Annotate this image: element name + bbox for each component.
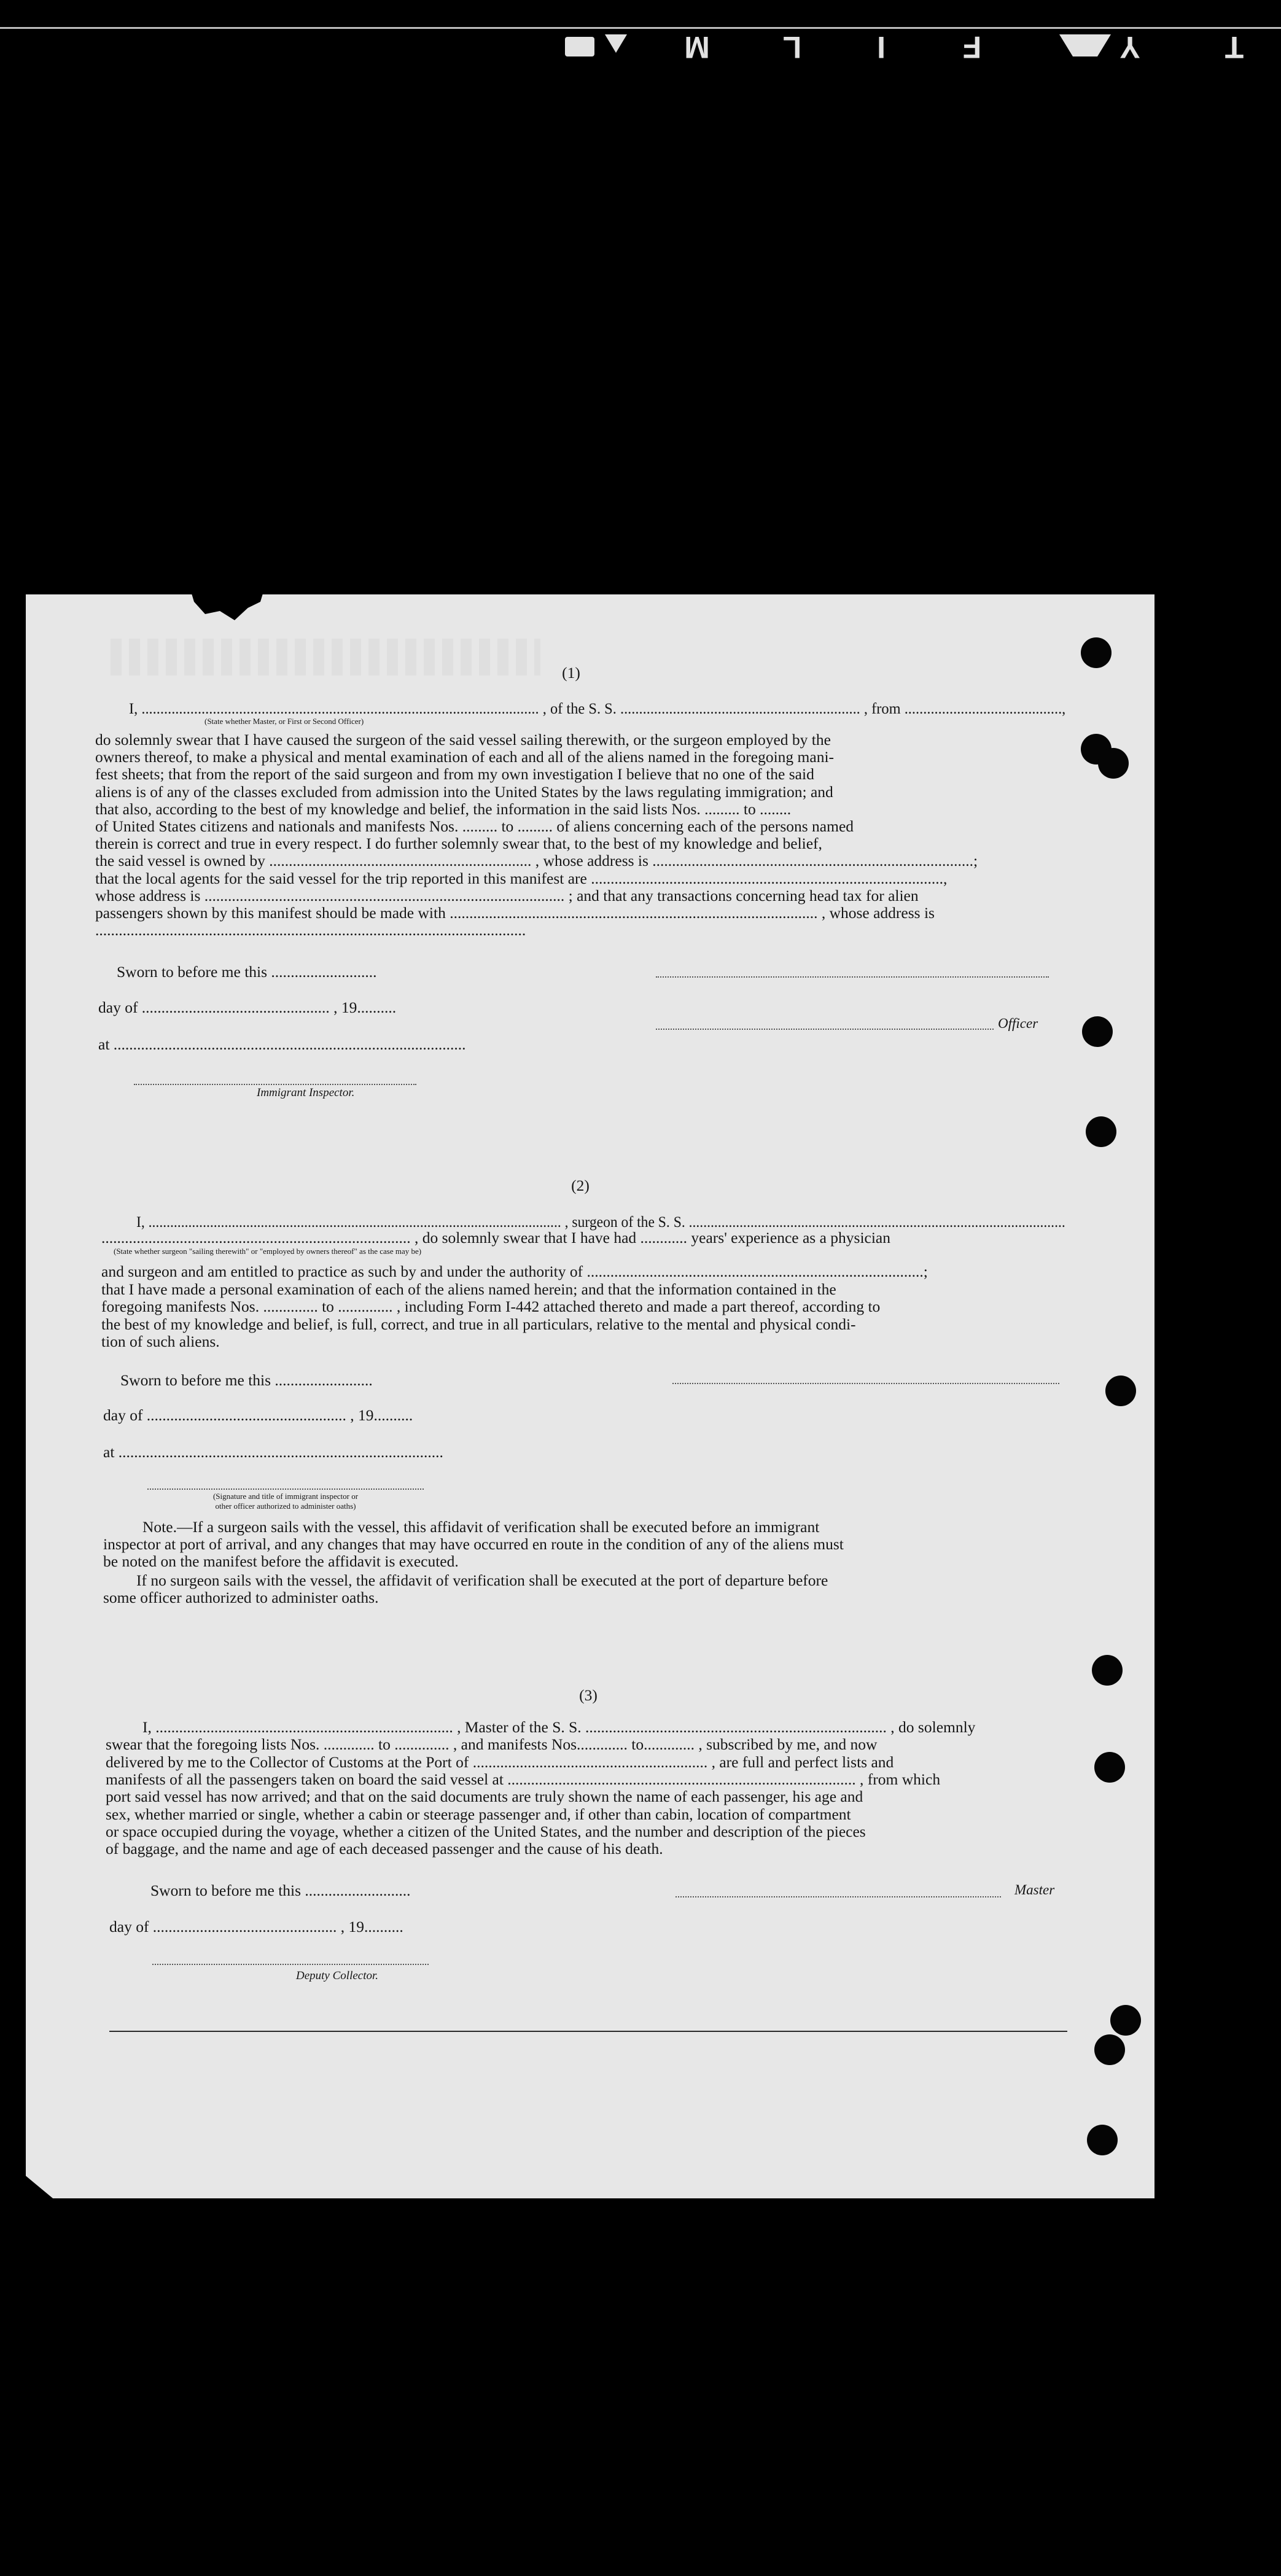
film-small-triangle-icon: [605, 34, 627, 53]
sec2-sig-note-2: other officer authorized to administer oaths): [215, 1501, 356, 1511]
sec2-at: at ...................................................................................: [103, 1443, 443, 1461]
sec2-note-line-4: If no surgeon sails with the vessel, the affidavit of verification shall be executed at the port of departure before: [136, 1571, 828, 1589]
sec2-body-line: the best of my knowledge and belief, is full, correct, and true in all particulars, relative to the mental and physical condi-: [101, 1315, 856, 1333]
film-letter-i: I: [877, 30, 886, 64]
sec1-body-line: owners thereof, to make a physical and mental examination of each and all of the aliens named in the foregoing mani-: [95, 748, 835, 766]
sec2-body-line: that I have made a personal examination of each of the aliens named herein; and that the information contained in the: [101, 1280, 836, 1298]
punch-hole: [1105, 1376, 1136, 1406]
sec1-body-line: that also, according to the best of my knowledge and belief, the information in the said lists Nos. ......... to ........: [95, 800, 792, 818]
sec2-note-line-2: inspector at port of arrival, and any changes that may have occurred en route in the condition of any of the aliens must: [103, 1535, 844, 1553]
section-2-number: (2): [571, 1177, 590, 1194]
sec2-body-line: and surgeon and am entitled to practice as such by and under the authority of ......................................................................................;: [101, 1263, 928, 1280]
punch-hole: [1098, 748, 1129, 779]
sec2-line-1: I, .................................................................................................................. , surgeon of the S. S. ........................................................................................................: [136, 1213, 1065, 1231]
punch-hole: [1110, 2005, 1141, 2036]
sec2-sig-note-1: (Signature and title of immigrant inspector or: [212, 1492, 359, 1501]
sec3-body-line: sex, whether married or single, whether a cabin or steerage passenger and, if other than cabin, location of compartment: [106, 1805, 851, 1823]
inspector-signature-line: [134, 1084, 416, 1085]
sec1-body-line: aliens is of any of the classes excluded from admission into the United States by the laws regulating immigration; and: [95, 782, 833, 801]
punch-hole: [1082, 1016, 1113, 1047]
sec1-sworn: Sworn to before me this ...........................: [117, 963, 377, 981]
officer-signature-line-1: [656, 976, 1049, 978]
bleed-through: [111, 639, 540, 675]
film-strip-header: [0, 0, 1281, 68]
film-triangle-icon: [1059, 34, 1111, 56]
sec2-note-line-5: some officer authorized to administer oaths.: [103, 1589, 379, 1606]
sec3-body-line: swear that the foregoing lists Nos. ............. to .............. , and manifests Nos............. to............. , subscribed by me, and now: [106, 1735, 878, 1754]
sec1-line-1: I, .......................................................................................................... , of the S. S. ................................................................ , from ..........................................,: [129, 699, 1066, 717]
sec3-body-line: manifests of all the passengers taken on board the said vessel at ......................................................................................... , from which: [106, 1770, 941, 1788]
sec1-day: day of ................................................ , 19..........: [98, 998, 397, 1016]
sec2-surgeon-note: (State whether surgeon "sailing therewith" or "employed by owners thereof" as the case may be): [114, 1247, 422, 1256]
film-letter-m: M: [684, 30, 710, 64]
sec2-inspector-signature-line: [147, 1488, 424, 1490]
sec3-day: day of ............................................... , 19..........: [109, 1918, 403, 1936]
surgeon-signature-line: [672, 1383, 1059, 1384]
collector-signature-line: [152, 1964, 429, 1965]
bottom-rule: [109, 2031, 1067, 2032]
sec2-note-line-1: Note.—If a surgeon sails with the vessel, this affidavit of verification shall be executed before an immigrant: [142, 1518, 820, 1536]
sec3-sworn: Sworn to before me this ...........................: [150, 1881, 411, 1899]
sec3-collector-label: Deputy Collector.: [296, 1969, 379, 1982]
sec1-body-line: passengers shown by this manifest should be made with .............................................................................................. , whose address is: [95, 904, 935, 922]
sec2-body-line: tion of such aliens.: [101, 1333, 220, 1350]
sec1-body-line: that the local agents for the said vessel for the trip reported in this manifest are ..........................................................................................,: [95, 869, 948, 887]
film-letter-l: L: [782, 30, 802, 64]
sec1-body-line: therein is correct and true in every respect. I do further solemnly swear that, to the best of my knowledge and belief,: [95, 835, 822, 853]
sec2-day: day of ................................................... , 19..........: [103, 1406, 413, 1424]
punch-hole: [1081, 637, 1112, 668]
sec1-body-line: of United States citizens and nationals and manifests Nos. ......... to ......... of aliens concerning each of the persons named: [95, 817, 854, 835]
sec3-body-line: I, ............................................................................ , Master of the S. S. ............................................................................. , do solemnly: [142, 1718, 976, 1736]
sec3-body-line: delivered by me to the Collector of Customs at the Port of ............................................................ , are full and perfect lists and: [106, 1753, 894, 1771]
punch-hole: [1086, 1116, 1116, 1147]
film-letter-y: Y: [1119, 30, 1140, 64]
sec1-inspector-label: Immigrant Inspector.: [257, 1086, 355, 1099]
sec3-body-line: or space occupied during the voyage, whether a citizen of the United States, and the number and description of the pieces: [106, 1822, 866, 1840]
section-3-number: (3): [579, 1686, 598, 1704]
film-strip-line: [0, 27, 1281, 29]
sec1-body-line: fest sheets; that from the report of the said surgeon and from my own investigation I believe that no one of the said: [95, 765, 814, 784]
sec1-body-line: do solemnly swear that I have caused the surgeon of the said vessel sailing therewith, or the surgeon employed by the: [95, 731, 831, 749]
film-block-icon: [565, 37, 594, 56]
sec2-note-line-3: be noted on the manifest before the affidavit is executed.: [103, 1552, 459, 1570]
punch-hole: [1087, 2125, 1118, 2155]
sec1-body-line: the said vessel is owned by ................................................................... , whose address is ..................................................................................;: [95, 852, 978, 870]
punch-hole: [1094, 2034, 1125, 2065]
sec3-master-label: Master: [1014, 1882, 1055, 1897]
sec1-officer-note: (State whether Master, or First or Second Officer): [204, 717, 364, 726]
punch-hole: [1094, 1752, 1125, 1783]
sec2-line-2: ............................................................................... , do solemnly swear that I have had ............ years' experience as a physician: [101, 1229, 890, 1247]
sec2-body-line: foregoing manifests Nos. .............. to .............. , including Form I-442 attached thereto and made a part thereof, according to: [101, 1298, 881, 1315]
sec2-sworn: Sworn to before me this .........................: [120, 1371, 373, 1389]
film-letter-f: F: [962, 30, 982, 64]
film-letter-t: T: [1225, 30, 1244, 64]
section-1-number: (1): [562, 664, 580, 682]
master-signature-line: [676, 1896, 1001, 1897]
sec1-at: at ..........................................................................................: [98, 1035, 466, 1053]
sec3-body-line: port said vessel has now arrived; and that on the said documents are truly shown the name of each passenger, his age and: [106, 1788, 863, 1806]
sec1-body-line: whose address is ............................................................................................ ; and that any transactions concerning head tax for alien: [95, 886, 919, 905]
sec3-body-line: of baggage, and the name and age of each deceased passenger and the cause of his death.: [106, 1840, 663, 1858]
sec1-officer-label: Officer: [998, 1016, 1038, 1031]
officer-signature-line-2: [656, 1029, 994, 1030]
sec1-body-line: ..............................................................................................................: [95, 921, 526, 940]
punch-hole: [1092, 1655, 1123, 1686]
